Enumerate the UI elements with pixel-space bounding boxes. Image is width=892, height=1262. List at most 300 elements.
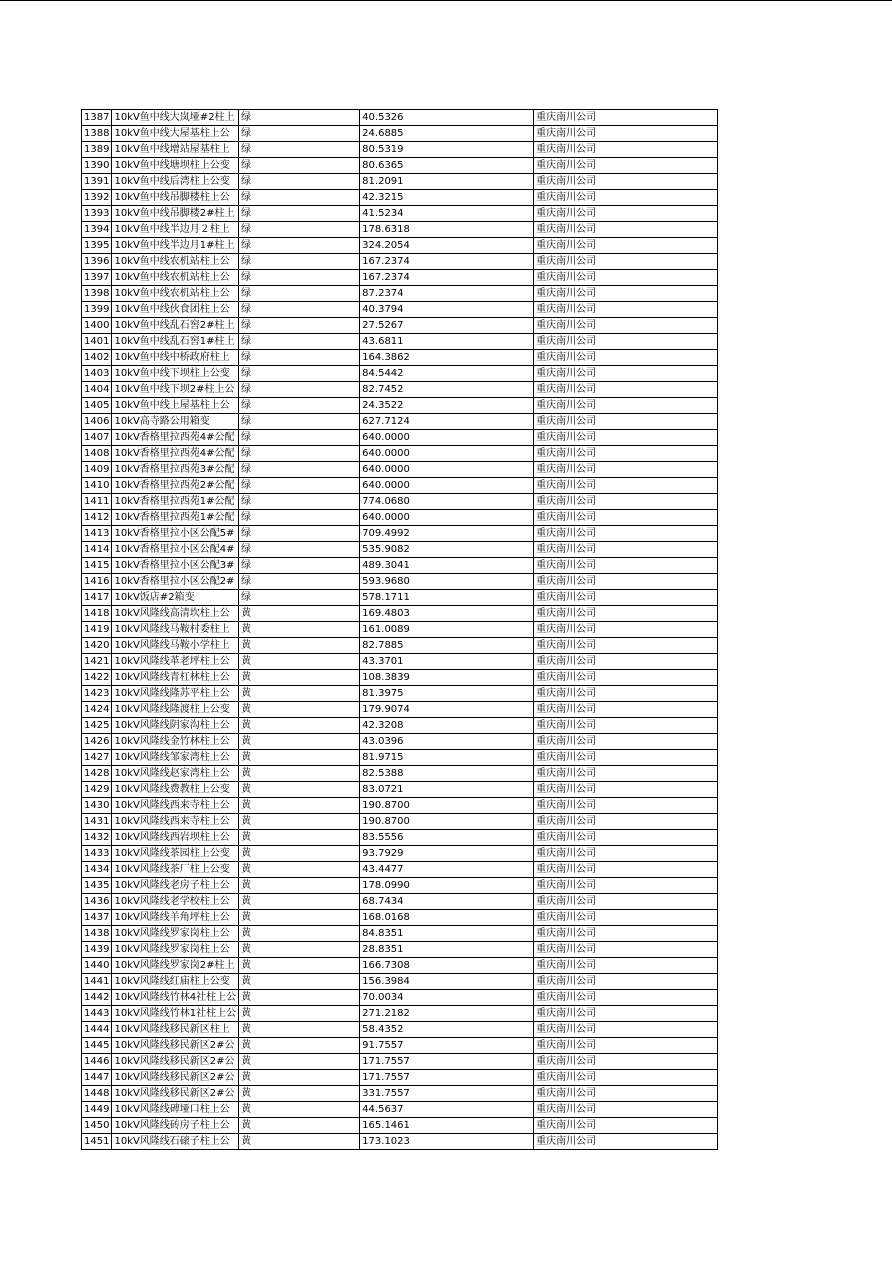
cell-level: 绿 (239, 590, 360, 606)
cell-org: 重庆南川公司 (534, 686, 718, 702)
cell-name: 10kV风隆线竹林4社柱上公 (112, 990, 239, 1006)
cell-level: 黄 (239, 670, 360, 686)
cell-value: 331.7557 (360, 1086, 534, 1102)
cell-name: 10kV风隆线竹林1社柱上公 (112, 1006, 239, 1022)
cell-value: 190.8700 (360, 798, 534, 814)
table-row (82, 190, 718, 206)
cell-level: 绿 (239, 558, 360, 574)
cell-index: 1422 (82, 670, 112, 686)
cell-org: 重庆南川公司 (534, 286, 718, 302)
cell-level: 黄 (239, 878, 360, 894)
cell-value: 81.3975 (360, 686, 534, 702)
cell-index: 1431 (82, 814, 112, 830)
cell-level: 黄 (239, 1118, 360, 1134)
cell-value: 640.0000 (360, 430, 534, 446)
cell-org: 重庆南川公司 (534, 366, 718, 382)
cell-name: 10kV饭店#2箱变 (112, 590, 239, 606)
cell-value: 68.7434 (360, 894, 534, 910)
cell-org: 重庆南川公司 (534, 302, 718, 318)
table-body (82, 110, 718, 1150)
cell-index: 1410 (82, 478, 112, 494)
cell-org: 重庆南川公司 (534, 174, 718, 190)
cell-org: 重庆南川公司 (534, 190, 718, 206)
cell-value: 43.0396 (360, 734, 534, 750)
cell-index: 1407 (82, 430, 112, 446)
cell-org: 重庆南川公司 (534, 670, 718, 686)
cell-value: 178.0990 (360, 878, 534, 894)
cell-index: 1442 (82, 990, 112, 1006)
table-row (82, 1006, 718, 1022)
cell-name: 10kV风隆线西来寺柱上公 (112, 798, 239, 814)
cell-index: 1420 (82, 638, 112, 654)
cell-org: 重庆南川公司 (534, 1086, 718, 1102)
cell-org: 重庆南川公司 (534, 430, 718, 446)
cell-level: 黄 (239, 622, 360, 638)
cell-name: 10kV风隆线罗家岗柱上公 (112, 942, 239, 958)
table-row (82, 1134, 718, 1150)
cell-index: 1436 (82, 894, 112, 910)
cell-index: 1421 (82, 654, 112, 670)
cell-name: 10kV风隆线罗家岗柱上公 (112, 926, 239, 942)
cell-org: 重庆南川公司 (534, 702, 718, 718)
cell-name: 10kV风隆线茶厂柱上公变 (112, 862, 239, 878)
table-row (82, 302, 718, 318)
table-row (82, 494, 718, 510)
cell-org: 重庆南川公司 (534, 142, 718, 158)
cell-level: 绿 (239, 158, 360, 174)
cell-name: 10kV风隆线红庙柱上公变 (112, 974, 239, 990)
cell-value: 190.8700 (360, 814, 534, 830)
table-row (82, 958, 718, 974)
cell-org: 重庆南川公司 (534, 830, 718, 846)
cell-level: 黄 (239, 814, 360, 830)
cell-value: 81.2091 (360, 174, 534, 190)
cell-index: 1392 (82, 190, 112, 206)
cell-value: 28.8351 (360, 942, 534, 958)
table-row (82, 894, 718, 910)
table-row (82, 110, 718, 126)
cell-index: 1403 (82, 366, 112, 382)
cell-name: 10kV风隆线革老坪柱上公 (112, 654, 239, 670)
cell-value: 168.0168 (360, 910, 534, 926)
cell-index: 1400 (82, 318, 112, 334)
cell-value: 167.2374 (360, 254, 534, 270)
cell-org: 重庆南川公司 (534, 446, 718, 462)
cell-name: 10kV风隆线罗家岗2#柱上 (112, 958, 239, 974)
cell-value: 80.5319 (360, 142, 534, 158)
cell-value: 41.5234 (360, 206, 534, 222)
cell-index: 1416 (82, 574, 112, 590)
cell-level: 黄 (239, 734, 360, 750)
cell-level: 黄 (239, 974, 360, 990)
cell-name: 10kV鱼中线大屋基柱上公 (112, 126, 239, 142)
cell-value: 84.5442 (360, 366, 534, 382)
cell-index: 1432 (82, 830, 112, 846)
cell-index: 1388 (82, 126, 112, 142)
cell-level: 绿 (239, 126, 360, 142)
cell-index: 1408 (82, 446, 112, 462)
cell-org: 重庆南川公司 (534, 510, 718, 526)
cell-index: 1394 (82, 222, 112, 238)
cell-name: 10kV香格里拉西苑3#公配 (112, 462, 239, 478)
cell-level: 绿 (239, 574, 360, 590)
cell-level: 黄 (239, 990, 360, 1006)
cell-name: 10kV风隆线移民新区柱上 (112, 1022, 239, 1038)
cell-index: 1417 (82, 590, 112, 606)
cell-name: 10kV风隆线邹家湾柱上公 (112, 750, 239, 766)
cell-value: 82.7452 (360, 382, 534, 398)
cell-name: 10kV高寺路公用箱变 (112, 414, 239, 430)
cell-level: 黄 (239, 750, 360, 766)
cell-name: 10kV鱼中线中桥政府柱上 (112, 350, 239, 366)
cell-level: 绿 (239, 190, 360, 206)
cell-level: 黄 (239, 1070, 360, 1086)
cell-value: 58.4352 (360, 1022, 534, 1038)
cell-value: 640.0000 (360, 446, 534, 462)
cell-value: 640.0000 (360, 478, 534, 494)
cell-value: 42.3215 (360, 190, 534, 206)
cell-index: 1441 (82, 974, 112, 990)
cell-name: 10kV鱼中线乱石窖1#柱上 (112, 334, 239, 350)
table-row (82, 926, 718, 942)
cell-index: 1448 (82, 1086, 112, 1102)
cell-org: 重庆南川公司 (534, 798, 718, 814)
cell-index: 1414 (82, 542, 112, 558)
cell-value: 83.5556 (360, 830, 534, 846)
cell-level: 绿 (239, 382, 360, 398)
cell-level: 绿 (239, 270, 360, 286)
cell-org: 重庆南川公司 (534, 1118, 718, 1134)
cell-index: 1429 (82, 782, 112, 798)
cell-org: 重庆南川公司 (534, 462, 718, 478)
cell-index: 1444 (82, 1022, 112, 1038)
cell-value: 167.2374 (360, 270, 534, 286)
cell-value: 84.8351 (360, 926, 534, 942)
table-row (82, 174, 718, 190)
cell-index: 1449 (82, 1102, 112, 1118)
table-row (82, 718, 718, 734)
cell-org: 重庆南川公司 (534, 110, 718, 126)
cell-name: 10kV风隆线碑垭口柱上公 (112, 1102, 239, 1118)
cell-org: 重庆南川公司 (534, 526, 718, 542)
table-row (82, 942, 718, 958)
cell-level: 黄 (239, 1022, 360, 1038)
table-row (82, 910, 718, 926)
cell-value: 43.6811 (360, 334, 534, 350)
cell-index: 1446 (82, 1054, 112, 1070)
cell-org: 重庆南川公司 (534, 238, 718, 254)
table-row (82, 366, 718, 382)
cell-name: 10kV鱼中线农机站柱上公 (112, 254, 239, 270)
cell-value: 24.6885 (360, 126, 534, 142)
page-top-rule (0, 0, 892, 1)
table-row (82, 974, 718, 990)
table-row (82, 414, 718, 430)
cell-org: 重庆南川公司 (534, 1038, 718, 1054)
cell-name: 10kV鱼中线农机站柱上公 (112, 270, 239, 286)
cell-value: 24.3522 (360, 398, 534, 414)
cell-index: 1415 (82, 558, 112, 574)
cell-index: 1404 (82, 382, 112, 398)
cell-name: 10kV风隆线金竹林柱上公 (112, 734, 239, 750)
cell-org: 重庆南川公司 (534, 206, 718, 222)
cell-level: 绿 (239, 510, 360, 526)
cell-org: 重庆南川公司 (534, 1134, 718, 1150)
cell-index: 1439 (82, 942, 112, 958)
cell-index: 1398 (82, 286, 112, 302)
table-row (82, 862, 718, 878)
cell-level: 黄 (239, 1086, 360, 1102)
cell-index: 1387 (82, 110, 112, 126)
data-table (81, 109, 718, 1150)
cell-level: 绿 (239, 350, 360, 366)
cell-level: 黄 (239, 1134, 360, 1150)
cell-org: 重庆南川公司 (534, 782, 718, 798)
cell-value: 81.9715 (360, 750, 534, 766)
cell-org: 重庆南川公司 (534, 862, 718, 878)
cell-index: 1401 (82, 334, 112, 350)
cell-level: 绿 (239, 462, 360, 478)
cell-index: 1402 (82, 350, 112, 366)
cell-value: 42.3208 (360, 718, 534, 734)
cell-index: 1399 (82, 302, 112, 318)
cell-org: 重庆南川公司 (534, 1070, 718, 1086)
cell-index: 1450 (82, 1118, 112, 1134)
table-row (82, 750, 718, 766)
cell-name: 10kV风隆线阴家沟柱上公 (112, 718, 239, 734)
table-row (82, 590, 718, 606)
cell-name: 10kV风隆线石磙子柱上公 (112, 1134, 239, 1150)
cell-value: 91.7557 (360, 1038, 534, 1054)
cell-name: 10kV香格里拉小区公配4# (112, 542, 239, 558)
table-row (82, 1022, 718, 1038)
cell-value: 43.3701 (360, 654, 534, 670)
cell-org: 重庆南川公司 (534, 1006, 718, 1022)
table-row (82, 510, 718, 526)
cell-name: 10kV风隆线西来寺柱上公 (112, 814, 239, 830)
table-row (82, 142, 718, 158)
cell-value: 108.3839 (360, 670, 534, 686)
cell-index: 1397 (82, 270, 112, 286)
cell-value: 593.9680 (360, 574, 534, 590)
cell-org: 重庆南川公司 (534, 846, 718, 862)
cell-org: 重庆南川公司 (534, 590, 718, 606)
table-row (82, 606, 718, 622)
cell-org: 重庆南川公司 (534, 654, 718, 670)
table-row (82, 350, 718, 366)
cell-level: 黄 (239, 1054, 360, 1070)
table-row (82, 846, 718, 862)
cell-name: 10kV鱼中线半边月1#柱上 (112, 238, 239, 254)
cell-level: 绿 (239, 238, 360, 254)
cell-index: 1433 (82, 846, 112, 862)
cell-level: 黄 (239, 638, 360, 654)
cell-org: 重庆南川公司 (534, 478, 718, 494)
table-row (82, 782, 718, 798)
cell-name: 10kV鱼中线伙食团柱上公 (112, 302, 239, 318)
table-row (82, 526, 718, 542)
cell-name: 10kV鱼中线增站屋基柱上 (112, 142, 239, 158)
cell-value: 578.1711 (360, 590, 534, 606)
cell-name: 10kV风隆线老学校柱上公 (112, 894, 239, 910)
cell-org: 重庆南川公司 (534, 606, 718, 622)
cell-index: 1419 (82, 622, 112, 638)
cell-value: 80.6365 (360, 158, 534, 174)
table-row (82, 158, 718, 174)
cell-level: 黄 (239, 862, 360, 878)
cell-value: 165.1461 (360, 1118, 534, 1134)
cell-index: 1413 (82, 526, 112, 542)
cell-name: 10kV风隆线马鞍村委柱上 (112, 622, 239, 638)
cell-name: 10kV香格里拉小区公配3# (112, 558, 239, 574)
cell-level: 黄 (239, 718, 360, 734)
cell-index: 1435 (82, 878, 112, 894)
cell-org: 重庆南川公司 (534, 350, 718, 366)
table-row (82, 766, 718, 782)
cell-name: 10kV鱼中线半边月２柱上 (112, 222, 239, 238)
cell-name: 10kV风隆线移民新区2#公 (112, 1070, 239, 1086)
cell-org: 重庆南川公司 (534, 942, 718, 958)
cell-value: 156.3984 (360, 974, 534, 990)
table-row (82, 574, 718, 590)
cell-name: 10kV香格里拉西苑4#公配 (112, 430, 239, 446)
cell-index: 1411 (82, 494, 112, 510)
cell-value: 82.7885 (360, 638, 534, 654)
cell-level: 绿 (239, 286, 360, 302)
cell-level: 绿 (239, 110, 360, 126)
cell-index: 1445 (82, 1038, 112, 1054)
cell-org: 重庆南川公司 (534, 574, 718, 590)
cell-index: 1391 (82, 174, 112, 190)
table-row (82, 670, 718, 686)
cell-name: 10kV鱼中线上屋基柱上公 (112, 398, 239, 414)
cell-index: 1424 (82, 702, 112, 718)
cell-org: 重庆南川公司 (534, 1022, 718, 1038)
cell-name: 10kV鱼中线乱石窖2#柱上 (112, 318, 239, 334)
table-row (82, 814, 718, 830)
cell-value: 87.2374 (360, 286, 534, 302)
cell-level: 绿 (239, 302, 360, 318)
cell-name: 10kV风隆线费教柱上公变 (112, 782, 239, 798)
cell-name: 10kV风隆线羊角坪柱上公 (112, 910, 239, 926)
table-row (82, 1070, 718, 1086)
table-row (82, 702, 718, 718)
cell-value: 640.0000 (360, 462, 534, 478)
cell-level: 绿 (239, 222, 360, 238)
cell-value: 489.3041 (360, 558, 534, 574)
cell-level: 绿 (239, 494, 360, 510)
cell-value: 40.5326 (360, 110, 534, 126)
cell-index: 1447 (82, 1070, 112, 1086)
cell-org: 重庆南川公司 (534, 894, 718, 910)
cell-index: 1438 (82, 926, 112, 942)
table-row (82, 254, 718, 270)
cell-level: 黄 (239, 782, 360, 798)
table-row (82, 206, 718, 222)
cell-name: 10kV风隆线移民新区2#公 (112, 1086, 239, 1102)
cell-level: 绿 (239, 414, 360, 430)
cell-value: 179.9074 (360, 702, 534, 718)
cell-org: 重庆南川公司 (534, 910, 718, 926)
cell-index: 1427 (82, 750, 112, 766)
cell-value: 171.7557 (360, 1054, 534, 1070)
cell-name: 10kV鱼中线吊脚楼柱上公 (112, 190, 239, 206)
cell-level: 绿 (239, 478, 360, 494)
cell-name: 10kV风隆线隆渡柱上公变 (112, 702, 239, 718)
cell-name: 10kV风隆线赵家湾柱上公 (112, 766, 239, 782)
cell-org: 重庆南川公司 (534, 734, 718, 750)
cell-index: 1423 (82, 686, 112, 702)
cell-level: 绿 (239, 446, 360, 462)
cell-name: 10kV风隆线隆苏平柱上公 (112, 686, 239, 702)
cell-level: 黄 (239, 702, 360, 718)
cell-value: 27.5267 (360, 318, 534, 334)
cell-name: 10kV鱼中线农机站柱上公 (112, 286, 239, 302)
cell-org: 重庆南川公司 (534, 414, 718, 430)
table-row (82, 990, 718, 1006)
cell-name: 10kV风隆线茶园柱上公变 (112, 846, 239, 862)
cell-org: 重庆南川公司 (534, 638, 718, 654)
cell-name: 10kV鱼中线吊脚楼2#柱上 (112, 206, 239, 222)
cell-org: 重庆南川公司 (534, 318, 718, 334)
table-row (82, 1118, 718, 1134)
cell-level: 黄 (239, 910, 360, 926)
cell-index: 1443 (82, 1006, 112, 1022)
cell-level: 绿 (239, 254, 360, 270)
cell-level: 绿 (239, 334, 360, 350)
cell-level: 黄 (239, 942, 360, 958)
cell-level: 黄 (239, 1102, 360, 1118)
cell-level: 绿 (239, 398, 360, 414)
cell-name: 10kV香格里拉小区公配2# (112, 574, 239, 590)
cell-org: 重庆南川公司 (534, 382, 718, 398)
cell-org: 重庆南川公司 (534, 558, 718, 574)
cell-index: 1405 (82, 398, 112, 414)
cell-org: 重庆南川公司 (534, 990, 718, 1006)
cell-index: 1434 (82, 862, 112, 878)
table-row (82, 398, 718, 414)
cell-index: 1390 (82, 158, 112, 174)
cell-level: 绿 (239, 526, 360, 542)
table-row (82, 222, 718, 238)
cell-name: 10kV鱼中线下坝2#柱上公 (112, 382, 239, 398)
cell-index: 1428 (82, 766, 112, 782)
cell-org: 重庆南川公司 (534, 958, 718, 974)
cell-org: 重庆南川公司 (534, 158, 718, 174)
cell-value: 161.0089 (360, 622, 534, 638)
table-row (82, 622, 718, 638)
cell-index: 1437 (82, 910, 112, 926)
table-row (82, 430, 718, 446)
cell-org: 重庆南川公司 (534, 126, 718, 142)
cell-name: 10kV风隆线老房子柱上公 (112, 878, 239, 894)
cell-level: 黄 (239, 958, 360, 974)
cell-org: 重庆南川公司 (534, 718, 718, 734)
cell-value: 169.4803 (360, 606, 534, 622)
table-row (82, 798, 718, 814)
table-row (82, 542, 718, 558)
table-row (82, 830, 718, 846)
cell-level: 绿 (239, 142, 360, 158)
cell-value: 40.3794 (360, 302, 534, 318)
cell-level: 黄 (239, 606, 360, 622)
table-row (82, 478, 718, 494)
cell-org: 重庆南川公司 (534, 270, 718, 286)
cell-index: 1430 (82, 798, 112, 814)
cell-level: 绿 (239, 318, 360, 334)
cell-name: 10kV风隆线马鞍小学柱上 (112, 638, 239, 654)
table-row (82, 382, 718, 398)
